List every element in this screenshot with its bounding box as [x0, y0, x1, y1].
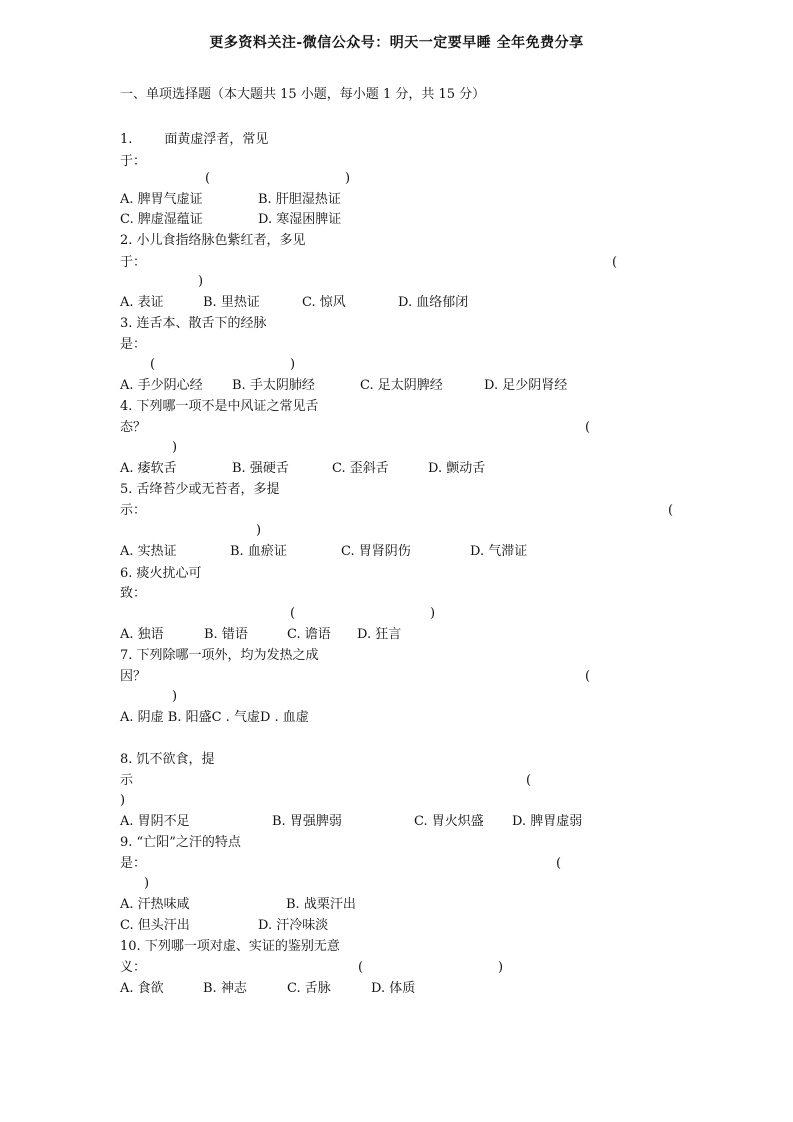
question-7-text: 7. 下列除哪一项外，均为发热之成 — [120, 648, 319, 663]
option-d: D. 寒湿困脾证 — [258, 212, 342, 227]
answer-paren-close: ) — [498, 960, 504, 975]
answer-paren-open: ( — [556, 856, 562, 871]
option-d: D. 脾胃虚弱 — [512, 814, 583, 829]
question-3-text-cont: 是： — [120, 337, 147, 352]
question-1-text-cont: 于： — [120, 154, 147, 169]
answer-paren-open: ( — [668, 503, 674, 518]
answer-paren-close: ) — [198, 274, 204, 289]
question-8-text-cont: 示 — [120, 773, 134, 788]
answer-paren-close: ) — [172, 440, 178, 455]
question-2-text: 2. 小儿食指络脉色紫红者，多见 — [120, 233, 306, 248]
option-b: B. 手太阴肺经 — [232, 378, 315, 393]
option-b: B. 胃强脾弱 — [272, 814, 342, 829]
option-d: D. 体质 — [371, 981, 416, 996]
question-10-text-cont: 义： — [120, 960, 147, 975]
option-c: C. 胃火炽盛 — [414, 814, 484, 829]
answer-paren-close: ) — [430, 606, 436, 621]
question-4-text-cont: 态？ — [120, 420, 147, 435]
answer-paren-close: ) — [345, 171, 351, 186]
question-4-text: 4. 下列哪一项不是中风证之常见舌 — [120, 399, 319, 414]
option-a: A. 汗热味咸 — [120, 897, 190, 912]
option-a: A. 手少阴心经 — [120, 378, 203, 393]
question-5-text: 5. 舌绛苔少或无苔者，多提 — [120, 482, 280, 497]
question-10-text: 10. 下列哪一项对虚、实证的鉴别无意 — [120, 939, 340, 954]
option-b: B. 战栗汗出 — [286, 897, 356, 912]
question-3-text: 3. 连舌本、散舌下的经脉 — [120, 316, 267, 331]
answer-paren-close: ) — [256, 523, 262, 538]
answer-paren-close: ) — [120, 793, 126, 808]
answer-paren-close: ) — [290, 357, 296, 372]
question-2-text-cont: 于： — [120, 255, 147, 270]
question-7-text-cont: 因？ — [120, 669, 147, 684]
option-c: C. 脾虚湿蕴证 — [120, 212, 203, 227]
option-c: C. 惊风 — [302, 295, 346, 310]
answer-paren-close: ) — [172, 689, 178, 704]
option-c: C. 谵语 — [287, 627, 331, 642]
option-a: A. 独语 — [120, 627, 164, 642]
options-line: A. 阴虚 B. 阳盛C . 气虚D . 血虚 — [120, 710, 309, 725]
option-d: D. 狂言 — [357, 627, 402, 642]
question-6-text-cont: 致： — [120, 586, 147, 601]
question-9-text: 9. “亡阳”之汗的特点 — [120, 835, 241, 850]
option-b: B. 肝胆湿热证 — [258, 192, 341, 207]
option-b: B. 错语 — [204, 627, 248, 642]
option-d: D. 汗冷味淡 — [258, 918, 329, 933]
option-d: D. 气滞证 — [470, 544, 528, 559]
option-b: B. 强硬舌 — [232, 461, 289, 476]
answer-paren-open: ( — [358, 960, 364, 975]
option-c: C. 足太阴脾经 — [360, 378, 443, 393]
option-b: B. 血瘀证 — [230, 544, 287, 559]
answer-paren-open: ( — [612, 255, 618, 270]
question-6-text: 6. 痰火扰心可 — [120, 566, 202, 581]
option-c: C. 但头汗出 — [120, 918, 190, 933]
option-a: A. 脾胃气虚证 — [120, 192, 203, 207]
option-d: D. 足少阴肾经 — [484, 378, 568, 393]
question-5-text-cont: 示： — [120, 503, 147, 518]
option-b: B. 里热证 — [203, 295, 260, 310]
page-header: 更多资料关注-微信公众号：明天一定要早睡 全年免费分享 — [209, 35, 584, 51]
question-1-text: 1. 面黄虚浮者，常见 — [120, 132, 269, 147]
option-a: A. 表证 — [120, 295, 164, 310]
option-b: B. 神志 — [203, 981, 247, 996]
option-a: A. 胃阴不足 — [120, 814, 190, 829]
question-9-text-cont: 是： — [120, 856, 147, 871]
answer-paren-open: ( — [150, 357, 156, 372]
answer-paren-open: ( — [290, 606, 296, 621]
option-c: C. 胃肾阴伤 — [341, 544, 411, 559]
answer-paren-close: ) — [144, 876, 150, 891]
option-c: C. 舌脉 — [287, 981, 331, 996]
option-d: D. 颤动舌 — [428, 461, 486, 476]
section-title: 一、单项选择题（本大题共 15 小题，每小题 1 分，共 15 分） — [120, 87, 486, 102]
option-c: C. 歪斜舌 — [332, 461, 389, 476]
option-a: A. 实热证 — [120, 544, 177, 559]
answer-paren-open: ( — [526, 773, 532, 788]
answer-paren-open: ( — [585, 669, 591, 684]
option-a: A. 痿软舌 — [120, 461, 177, 476]
option-a: A. 食欲 — [120, 981, 164, 996]
answer-paren-open: ( — [585, 420, 591, 435]
answer-paren-open: ( — [205, 171, 211, 186]
option-d: D. 血络郁闭 — [398, 295, 469, 310]
question-8-text: 8. 饥不欲食，提 — [120, 752, 215, 767]
